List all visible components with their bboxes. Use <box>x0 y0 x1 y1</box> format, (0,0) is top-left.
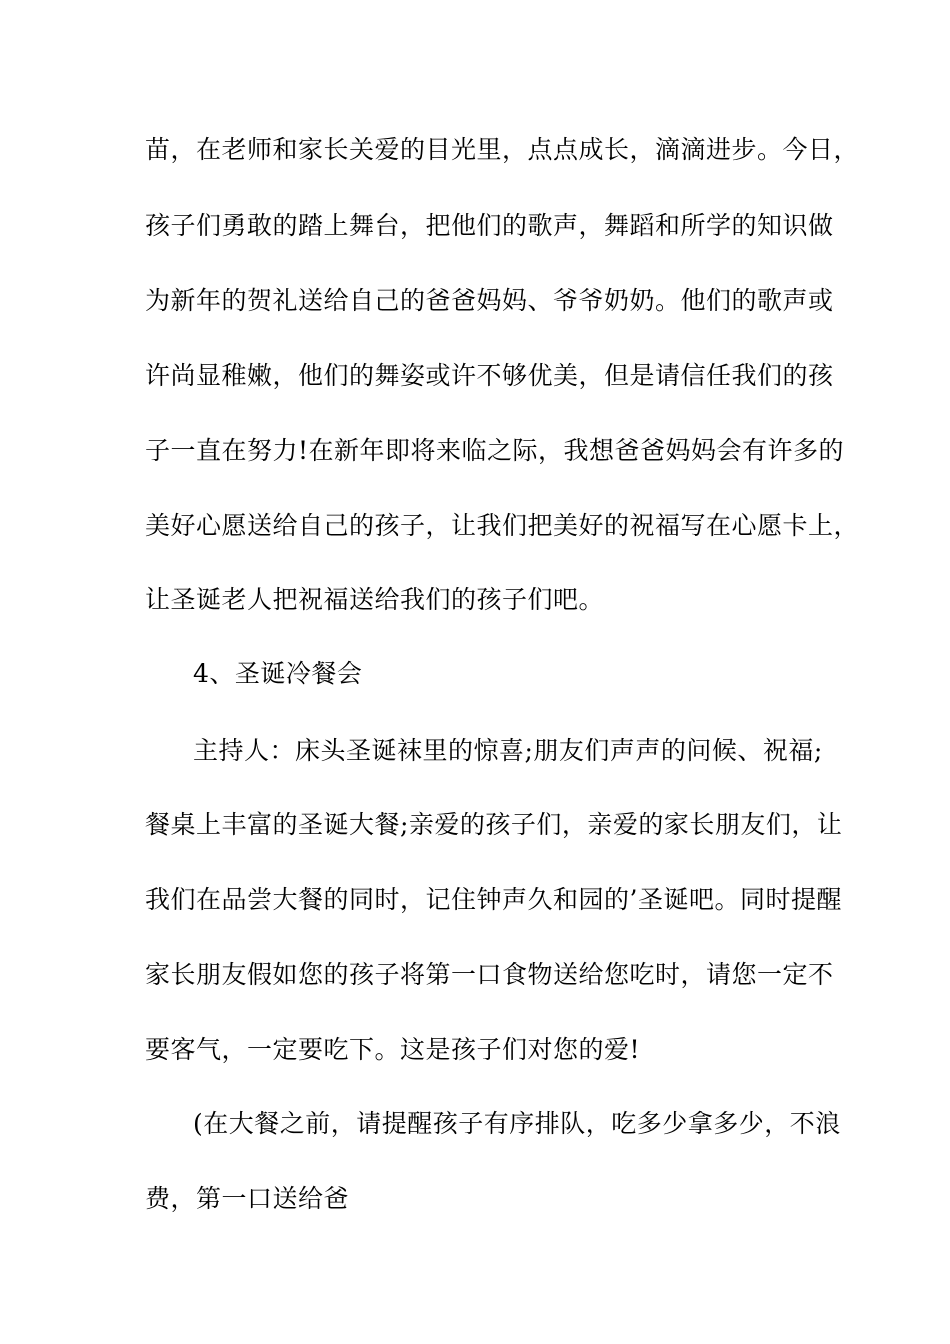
body-text-line: 子一直在努力!在新年即将来临之际，我想爸爸妈妈会有许多的 <box>145 436 845 465</box>
body-text-line: 要客气，一定要吃下。这是孩子们对您的爱! <box>145 1035 641 1064</box>
body-text-line: 餐桌上丰富的圣诞大餐;亲爱的孩子们，亲爱的家长朋友们，让 <box>145 810 843 839</box>
section-heading: 4、圣诞冷餐会 <box>193 659 363 688</box>
body-text-line: 家长朋友假如您的孩子将第一口食物送给您吃时，请您一定不 <box>145 960 834 989</box>
body-text-line: 主持人：床头圣诞袜里的惊喜;朋友们声声的问候、祝福; <box>193 736 823 765</box>
body-text-line: 美好心愿送给自己的孩子，让我们把美好的祝福写在心愿卡上， <box>145 511 860 540</box>
body-text-line: (在大餐之前，请提醒孩子有序排队，吃多少拿多少，不浪 <box>193 1109 841 1138</box>
body-text-line: 让圣诞老人把祝福送给我们的孩子们吧。 <box>145 585 605 614</box>
body-text-line: 我们在品尝大餐的同时，记住钟声久和园的’圣诞吧。同时提醒 <box>145 885 842 914</box>
body-text-line: 费，第一口送给爸 <box>145 1184 350 1213</box>
body-text-line: 孩子们勇敢的踏上舞台，把他们的歌声，舞蹈和所学的知识做 <box>145 211 834 240</box>
body-text-line: 许尚显稚嫩，他们的舞姿或许不够优美，但是请信任我们的孩 <box>145 361 834 390</box>
body-text-line: 苗，在老师和家长关爱的目光里，点点成长，滴滴进步。今日， <box>145 135 860 164</box>
body-text-line: 为新年的贺礼送给自己的爸爸妈妈、爷爷奶奶。他们的歌声或 <box>145 286 834 315</box>
